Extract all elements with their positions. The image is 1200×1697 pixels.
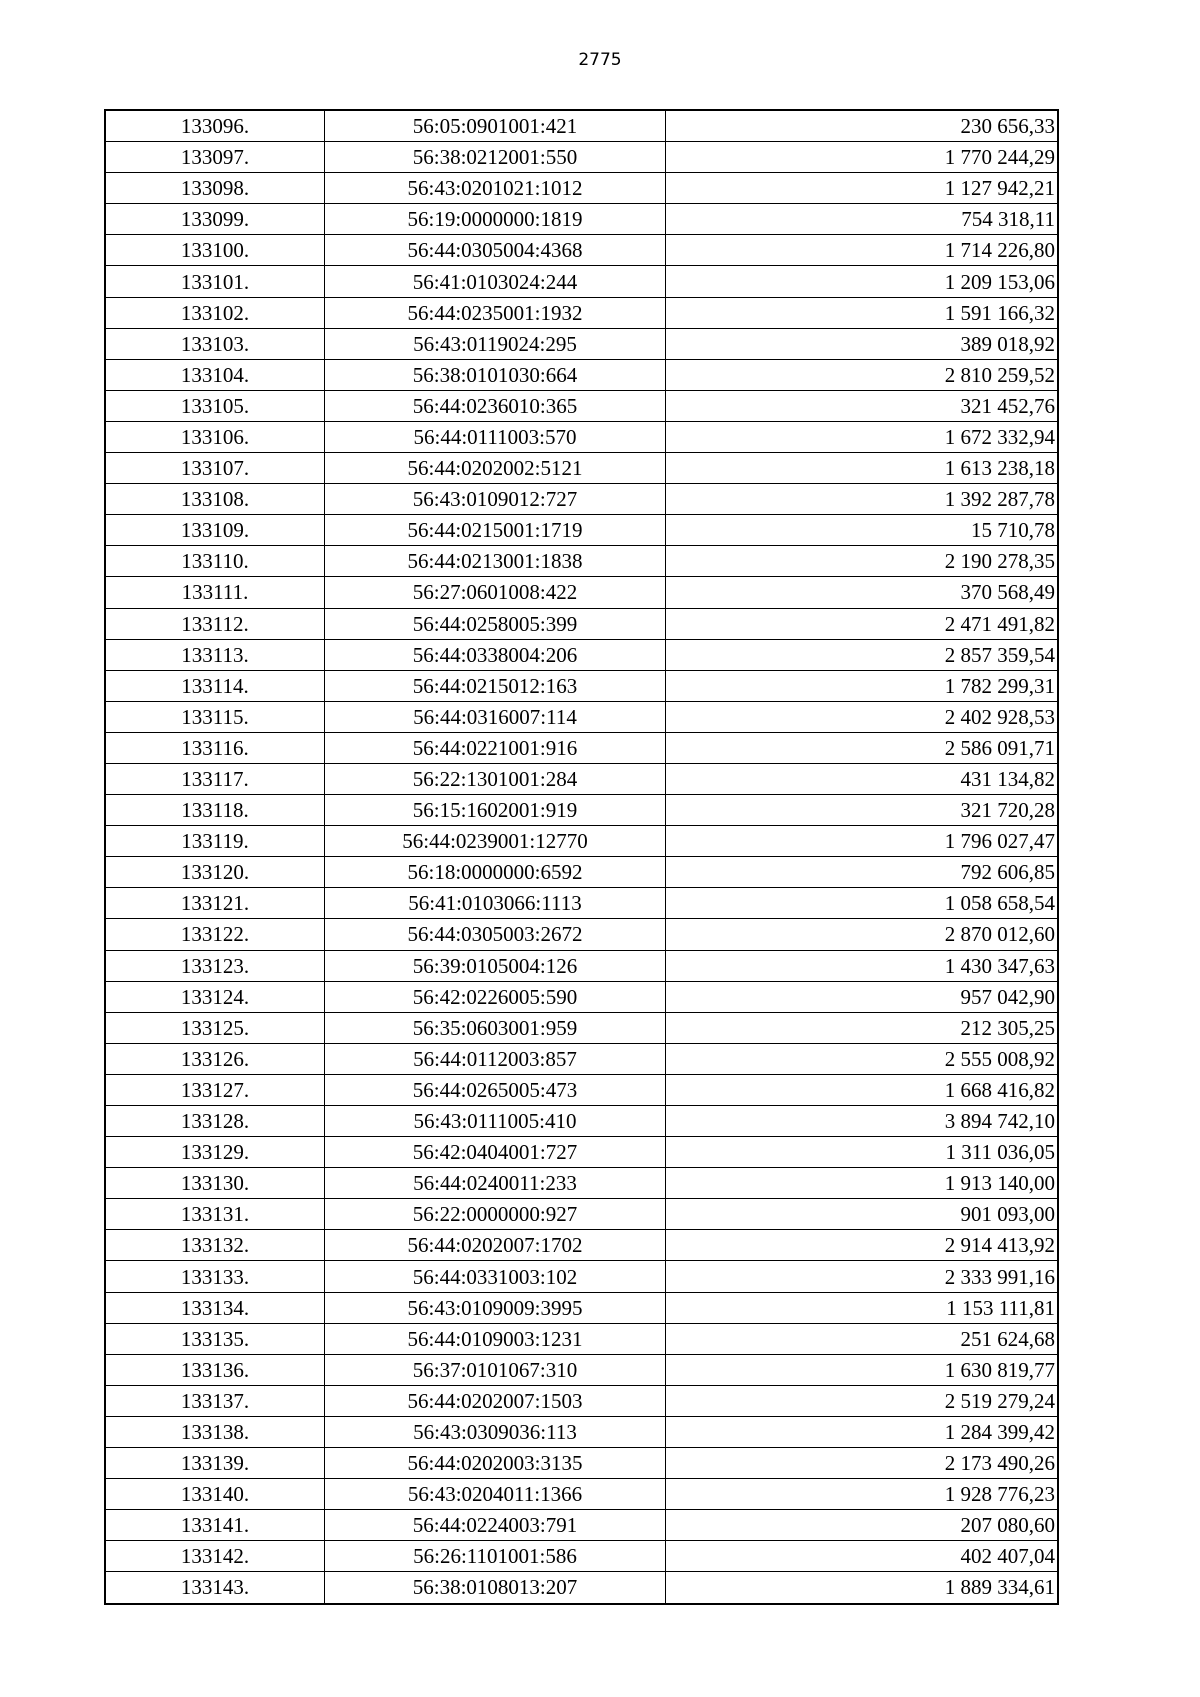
cadastral-value-cell: 2 586 091,71	[666, 732, 1059, 763]
cadastral-value-cell: 754 318,11	[666, 204, 1059, 235]
table-row	[105, 701, 1058, 732]
cadastral-value-cell: 792 606,85	[666, 857, 1059, 888]
cadastral-number-cell: 56:37:0101067:310	[325, 1354, 666, 1385]
table-row	[105, 857, 1058, 888]
row-number-cell: 133119.	[105, 826, 325, 857]
row-number-cell: 133143.	[105, 1572, 325, 1604]
cadastral-value-cell: 1 913 140,00	[666, 1168, 1059, 1199]
cadastral-number-cell: 56:44:0111003:570	[325, 421, 666, 452]
cadastral-number-cell: 56:44:0265005:473	[325, 1074, 666, 1105]
cadastral-number-cell: 56:27:0601008:422	[325, 577, 666, 608]
row-number-cell: 133097.	[105, 142, 325, 173]
cadastral-value-cell: 15 710,78	[666, 515, 1059, 546]
cadastral-number-cell: 56:44:0109003:1231	[325, 1323, 666, 1354]
row-number-cell: 133114.	[105, 670, 325, 701]
cadastral-value-cell: 901 093,00	[666, 1199, 1059, 1230]
table-row	[105, 204, 1058, 235]
table-row	[105, 1479, 1058, 1510]
row-number-cell: 133117.	[105, 763, 325, 794]
cadastral-number-cell: 56:44:0202007:1503	[325, 1385, 666, 1416]
table-row	[105, 266, 1058, 297]
cadastral-value-cell: 321 720,28	[666, 795, 1059, 826]
row-number-cell: 133109.	[105, 515, 325, 546]
cadastral-value-cell: 1 668 416,82	[666, 1074, 1059, 1105]
row-number-cell: 133123.	[105, 950, 325, 981]
cadastral-value-cell: 1 613 238,18	[666, 453, 1059, 484]
row-number-cell: 133134.	[105, 1292, 325, 1323]
row-number-cell: 133120.	[105, 857, 325, 888]
table-row	[105, 1137, 1058, 1168]
cadastral-value-cell: 2 402 928,53	[666, 701, 1059, 732]
table-row	[105, 1572, 1058, 1604]
cadastral-value-cell: 212 305,25	[666, 1012, 1059, 1043]
cadastral-value-cell: 1 058 658,54	[666, 888, 1059, 919]
table-row	[105, 1385, 1058, 1416]
cadastral-value-cell: 1 796 027,47	[666, 826, 1059, 857]
cadastral-number-cell: 56:44:0213001:1838	[325, 546, 666, 577]
table-row	[105, 763, 1058, 794]
row-number-cell: 133103.	[105, 328, 325, 359]
table-row	[105, 732, 1058, 763]
cadastral-value-cell: 1 672 332,94	[666, 421, 1059, 452]
cadastral-value-cell: 2 857 359,54	[666, 639, 1059, 670]
cadastral-number-cell: 56:43:0119024:295	[325, 328, 666, 359]
cadastral-value-cell: 402 407,04	[666, 1541, 1059, 1572]
cadastral-number-cell: 56:22:0000000:927	[325, 1199, 666, 1230]
table-row	[105, 546, 1058, 577]
cadastral-number-cell: 56:18:0000000:6592	[325, 857, 666, 888]
cadastral-value-cell: 431 134,82	[666, 763, 1059, 794]
cadastral-value-cell: 207 080,60	[666, 1510, 1059, 1541]
row-number-cell: 133118.	[105, 795, 325, 826]
row-number-cell: 133107.	[105, 453, 325, 484]
row-number-cell: 133125.	[105, 1012, 325, 1043]
cadastral-number-cell: 56:19:0000000:1819	[325, 204, 666, 235]
cadastral-value-cell: 1 127 942,21	[666, 173, 1059, 204]
row-number-cell: 133140.	[105, 1479, 325, 1510]
table-row	[105, 1230, 1058, 1261]
row-number-cell: 133127.	[105, 1074, 325, 1105]
cadastral-value-cell: 2 519 279,24	[666, 1385, 1059, 1416]
table-row	[105, 1074, 1058, 1105]
cadastral-number-cell: 56:44:0215012:163	[325, 670, 666, 701]
cadastral-number-cell: 56:44:0239001:12770	[325, 826, 666, 857]
row-number-cell: 133101.	[105, 266, 325, 297]
row-number-cell: 133108.	[105, 484, 325, 515]
cadastral-value-cell: 1 153 111,81	[666, 1292, 1059, 1323]
row-number-cell: 133102.	[105, 297, 325, 328]
cadastral-value-cell: 2 555 008,92	[666, 1043, 1059, 1074]
table-body	[105, 110, 1058, 1604]
cadastral-number-cell: 56:44:0305003:2672	[325, 919, 666, 950]
table-row	[105, 1012, 1058, 1043]
cadastral-value-cell: 1 782 299,31	[666, 670, 1059, 701]
cadastral-number-cell: 56:42:0404001:727	[325, 1137, 666, 1168]
row-number-cell: 133126.	[105, 1043, 325, 1074]
cadastral-value-cell: 2 810 259,52	[666, 359, 1059, 390]
cadastral-number-cell: 56:44:0240011:233	[325, 1168, 666, 1199]
row-number-cell: 133098.	[105, 173, 325, 204]
table-row	[105, 1106, 1058, 1137]
table-row	[105, 1323, 1058, 1354]
cadastral-number-cell: 56:44:0236010:365	[325, 390, 666, 421]
table-row	[105, 173, 1058, 204]
table-row	[105, 235, 1058, 266]
row-number-cell: 133111.	[105, 577, 325, 608]
table-row	[105, 390, 1058, 421]
row-number-cell: 133139.	[105, 1448, 325, 1479]
cadastral-value-cell: 1 928 776,23	[666, 1479, 1059, 1510]
cadastral-number-cell: 56:41:0103024:244	[325, 266, 666, 297]
cadastral-value-cell: 1 284 399,42	[666, 1416, 1059, 1447]
cadastral-number-cell: 56:38:0108013:207	[325, 1572, 666, 1604]
cadastral-number-cell: 56:39:0105004:126	[325, 950, 666, 981]
row-number-cell: 133104.	[105, 359, 325, 390]
table-row	[105, 888, 1058, 919]
table-row	[105, 639, 1058, 670]
row-number-cell: 133100.	[105, 235, 325, 266]
table-row	[105, 1354, 1058, 1385]
cadastral-value-cell: 2 914 413,92	[666, 1230, 1059, 1261]
cadastral-value-cell: 2 333 991,16	[666, 1261, 1059, 1292]
table-row	[105, 670, 1058, 701]
row-number-cell: 133105.	[105, 390, 325, 421]
row-number-cell: 133130.	[105, 1168, 325, 1199]
row-number-cell: 133121.	[105, 888, 325, 919]
cadastral-value-cell: 230 656,33	[666, 110, 1059, 142]
cadastral-value-cell: 1 889 334,61	[666, 1572, 1059, 1604]
page-number: 2775	[578, 50, 622, 70]
cadastral-number-cell: 56:44:0224003:791	[325, 1510, 666, 1541]
cadastral-value-cell: 1 430 347,63	[666, 950, 1059, 981]
cadastral-number-cell: 56:26:1101001:586	[325, 1541, 666, 1572]
table-row	[105, 950, 1058, 981]
table-row	[105, 484, 1058, 515]
cadastral-number-cell: 56:44:0221001:916	[325, 732, 666, 763]
cadastral-value-cell: 321 452,76	[666, 390, 1059, 421]
row-number-cell: 133106.	[105, 421, 325, 452]
table-row	[105, 421, 1058, 452]
cadastral-number-cell: 56:43:0111005:410	[325, 1106, 666, 1137]
cadastral-number-cell: 56:44:0331003:102	[325, 1261, 666, 1292]
row-number-cell: 133110.	[105, 546, 325, 577]
cadastral-number-cell: 56:44:0338004:206	[325, 639, 666, 670]
row-number-cell: 133096.	[105, 110, 325, 142]
row-number-cell: 133129.	[105, 1137, 325, 1168]
row-number-cell: 133131.	[105, 1199, 325, 1230]
cadastral-number-cell: 56:05:0901001:421	[325, 110, 666, 142]
cadastral-number-cell: 56:44:0202003:3135	[325, 1448, 666, 1479]
row-number-cell: 133116.	[105, 732, 325, 763]
table-row	[105, 110, 1058, 142]
row-number-cell: 133099.	[105, 204, 325, 235]
table-row	[105, 1261, 1058, 1292]
row-number-cell: 133141.	[105, 1510, 325, 1541]
cadastral-value-cell: 1 209 153,06	[666, 266, 1059, 297]
cadastral-number-cell: 56:43:0201021:1012	[325, 173, 666, 204]
cadastral-number-cell: 56:44:0316007:114	[325, 701, 666, 732]
cadastral-value-cell: 1 770 244,29	[666, 142, 1059, 173]
table-row	[105, 608, 1058, 639]
table-row	[105, 1199, 1058, 1230]
table-row	[105, 826, 1058, 857]
cadastral-value-cell: 2 870 012,60	[666, 919, 1059, 950]
cadastral-number-cell: 56:44:0215001:1719	[325, 515, 666, 546]
table-row	[105, 981, 1058, 1012]
row-number-cell: 133142.	[105, 1541, 325, 1572]
row-number-cell: 133124.	[105, 981, 325, 1012]
table-row	[105, 142, 1058, 173]
row-number-cell: 133128.	[105, 1106, 325, 1137]
cadastral-value-cell: 1 714 226,80	[666, 235, 1059, 266]
cadastral-number-cell: 56:42:0226005:590	[325, 981, 666, 1012]
table-row	[105, 328, 1058, 359]
cadastral-value-cell: 2 471 491,82	[666, 608, 1059, 639]
cadastral-number-cell: 56:44:0112003:857	[325, 1043, 666, 1074]
cadastral-number-cell: 56:38:0212001:550	[325, 142, 666, 173]
table-row	[105, 1168, 1058, 1199]
cadastral-number-cell: 56:44:0202007:1702	[325, 1230, 666, 1261]
row-number-cell: 133132.	[105, 1230, 325, 1261]
cadastral-number-cell: 56:43:0109012:727	[325, 484, 666, 515]
cadastral-number-cell: 56:44:0235001:1932	[325, 297, 666, 328]
table-row	[105, 795, 1058, 826]
table-row	[105, 1541, 1058, 1572]
cadastral-value-cell: 1 630 819,77	[666, 1354, 1059, 1385]
cadastral-value-cell: 2 190 278,35	[666, 546, 1059, 577]
cadastral-value-cell: 389 018,92	[666, 328, 1059, 359]
table-row	[105, 1510, 1058, 1541]
cadastral-number-cell: 56:15:1602001:919	[325, 795, 666, 826]
cadastral-value-cell: 1 392 287,78	[666, 484, 1059, 515]
row-number-cell: 133133.	[105, 1261, 325, 1292]
table-row	[105, 1448, 1058, 1479]
table-row	[105, 359, 1058, 390]
cadastral-value-cell: 370 568,49	[666, 577, 1059, 608]
cadastral-number-cell: 56:35:0603001:959	[325, 1012, 666, 1043]
row-number-cell: 133122.	[105, 919, 325, 950]
cadastral-number-cell: 56:43:0309036:113	[325, 1416, 666, 1447]
cadastral-number-cell: 56:44:0202002:5121	[325, 453, 666, 484]
table-row	[105, 577, 1058, 608]
row-number-cell: 133115.	[105, 701, 325, 732]
row-number-cell: 133112.	[105, 608, 325, 639]
table-row	[105, 515, 1058, 546]
cadastral-number-cell: 56:38:0101030:664	[325, 359, 666, 390]
cadastral-value-cell: 1 311 036,05	[666, 1137, 1059, 1168]
cadastral-number-cell: 56:44:0305004:4368	[325, 235, 666, 266]
cadastral-number-cell: 56:43:0204011:1366	[325, 1479, 666, 1510]
cadastral-value-cell: 3 894 742,10	[666, 1106, 1059, 1137]
table-row	[105, 1043, 1058, 1074]
table-row	[105, 453, 1058, 484]
cadastral-number-cell: 56:43:0109009:3995	[325, 1292, 666, 1323]
cadastral-value-cell: 251 624,68	[666, 1323, 1059, 1354]
row-number-cell: 133136.	[105, 1354, 325, 1385]
cadastral-value-cell: 957 042,90	[666, 981, 1059, 1012]
row-number-cell: 133137.	[105, 1385, 325, 1416]
row-number-cell: 133138.	[105, 1416, 325, 1447]
table-row	[105, 919, 1058, 950]
row-number-cell: 133135.	[105, 1323, 325, 1354]
table-row	[105, 297, 1058, 328]
table-row	[105, 1416, 1058, 1447]
table-row	[105, 1292, 1058, 1323]
cadastral-number-cell: 56:22:1301001:284	[325, 763, 666, 794]
cadastral-number-cell: 56:44:0258005:399	[325, 608, 666, 639]
row-number-cell: 133113.	[105, 639, 325, 670]
cadastral-value-cell: 1 591 166,32	[666, 297, 1059, 328]
cadastral-value-cell: 2 173 490,26	[666, 1448, 1059, 1479]
cadastral-number-cell: 56:41:0103066:1113	[325, 888, 666, 919]
cadastral-value-table	[104, 109, 1059, 1605]
